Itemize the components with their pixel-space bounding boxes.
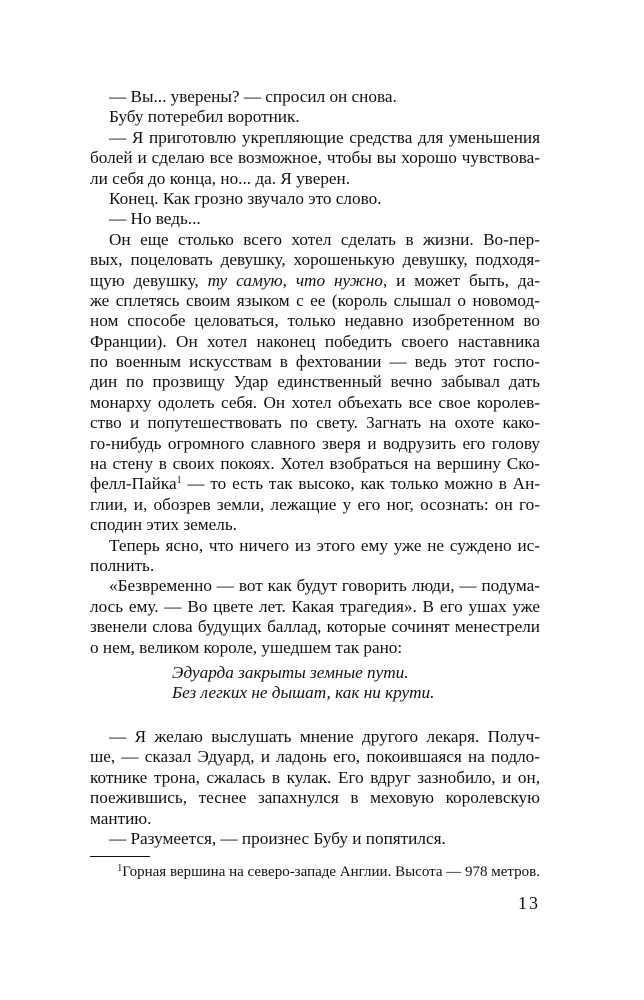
text-line: Бубу потеребил воротник.	[109, 107, 300, 127]
text-line: фелл-Пайка$^1$ — то есть так высоко, как только можно в Ан-	[90, 474, 540, 494]
text-line: на стену в своих покоях. Хотел взобраться на вершину Ско-	[90, 454, 540, 474]
text-line: сподин этих земель.	[90, 515, 237, 535]
text-line: звенели слова будущих баллад, которые сочинят менестрели	[90, 617, 540, 637]
footnote-separator	[90, 856, 150, 857]
verse-line: Эдуарда закрыты земные пути.	[172, 663, 409, 682]
text-line: по военным искусствам в фехтовании — ведь этот госпо-	[90, 352, 540, 372]
footnote	[90, 860, 540, 881]
text-line: — Я желаю выслушать мнение другого лекаря. Получ-	[109, 727, 540, 746]
text-line: о нем, великом короле, ушедшем так рано:	[90, 637, 403, 657]
text-line: поежившись, теснее запахнулся в меховую королевскую	[90, 788, 540, 808]
main-text-block	[90, 87, 540, 658]
italic-emphasis: ту самую, что нужно	[207, 270, 383, 290]
text-line: — Я приготовлю укрепляющие средства для уменьшения	[109, 127, 540, 147]
text-line: мантию.	[90, 808, 152, 828]
text-line: Конец. Как грозно звучало это слово.	[109, 188, 382, 208]
footnote-marker: 1	[117, 863, 123, 874]
text-line: го-нибудь огромного славного зверя и водрузить его голову	[90, 433, 540, 453]
text-line: полнить.	[90, 555, 155, 575]
main-text-block-continued	[90, 727, 540, 849]
text-line: котнике трона, сжалась в кулак. Его вдруг зазнобило, и он,	[90, 767, 540, 787]
footnote-reference: 1	[176, 475, 182, 487]
text-line: ли себя до конца, но... да. Я уверен.	[90, 168, 351, 188]
text-line: — Разумеется, — произнес Бубу и попятился.	[109, 828, 446, 848]
text-line: щую девушку, ту самую, что нужно, и может быть, да-	[90, 270, 540, 290]
text-line: дин по прозвищу Удар единственный вечно забывал дать	[90, 372, 540, 392]
text-line: Теперь ясно, что ничего из этого ему уже не суждено ис-	[109, 535, 540, 555]
text-line: глии, и, обозрев земли, лежащие у его ног, осознать: он го-	[90, 494, 540, 514]
text-line: монарху одолеть себя. Он хотел объехать все свое королев-	[90, 392, 540, 412]
text-line: вых, поцеловать девушку, хорошенькую девушку, подходя-	[90, 250, 540, 270]
verse-block	[172, 663, 532, 704]
text-line: — Но ведь...	[109, 209, 201, 229]
page-number: 13	[518, 893, 540, 913]
text-line: лось ему. — Во цвете лет. Какая трагедия». В его ушах уже	[90, 596, 540, 616]
text-line: «Безвременно — вот как будут говорить люди, — подума-	[109, 576, 540, 596]
text-line: — Вы... уверены? — спросил он снова.	[109, 87, 397, 106]
footnote-text: Горная вершина на северо-западе Англии. Высота — 978 метров.	[122, 864, 540, 880]
text-line: Франции). Он хотел наконец победить своего наставника	[90, 331, 540, 351]
text-line: ном способе целоваться, только недавно изобретенном во	[90, 311, 540, 331]
text-line: Он еще столько всего хотел сделать в жизни. Во-пер-	[109, 229, 540, 249]
text-line: же сплетясь своим языком с ее (король слышал о новомод-	[90, 290, 540, 310]
text-line: ше, — сказал Эдуард, и ладонь его, покоившаяся на подло-	[90, 747, 540, 767]
text-line: болей и сделаю все возможное, чтобы вы хорошо чувствова-	[90, 148, 540, 168]
verse-line: Без легких не дышат, как ни крути.	[172, 683, 435, 703]
text-line: ство и попутешествовать по свету. Загнать на охоте како-	[90, 413, 540, 433]
